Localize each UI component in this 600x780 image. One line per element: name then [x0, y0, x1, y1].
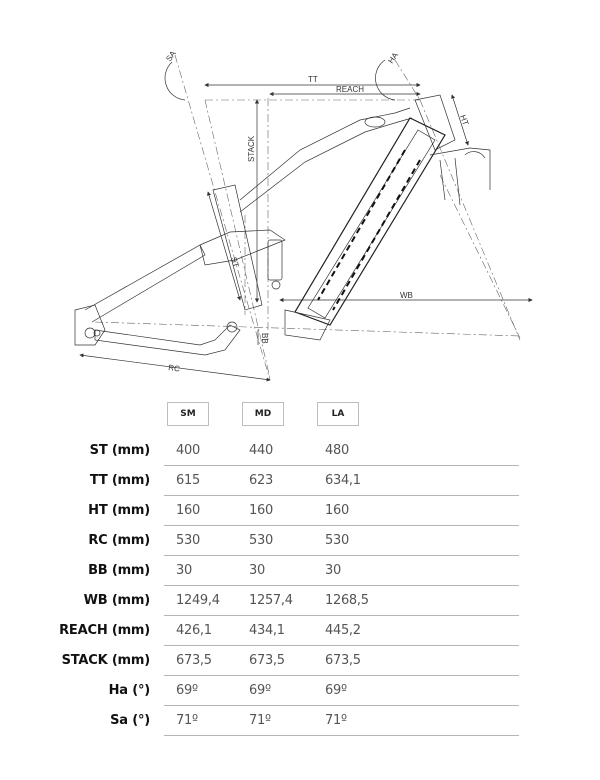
- tt-label: TT: [308, 75, 318, 84]
- cell-sm: 71º: [176, 713, 198, 728]
- cell-md: 623: [249, 473, 273, 488]
- cell-la: 1268,5: [325, 593, 369, 608]
- cell-la: 69º: [325, 683, 347, 698]
- table-row: [0, 436, 600, 466]
- row-label: REACH (mm): [59, 623, 150, 638]
- table-row: [0, 496, 600, 526]
- cell-sm: 69º: [176, 683, 198, 698]
- ht-label: HT: [458, 113, 471, 127]
- cell-la: 480: [325, 443, 349, 458]
- row-label: Ha (°): [108, 683, 150, 698]
- cell-la: 445,2: [325, 623, 361, 638]
- table-row: [0, 586, 600, 616]
- cell-md: 530: [249, 533, 273, 548]
- cell-sm: 615: [176, 473, 200, 488]
- bb-label: BB: [260, 333, 269, 344]
- sa-angle-arc: [165, 62, 185, 100]
- row-label: HT (mm): [88, 503, 150, 518]
- construction-lines: [95, 55, 520, 380]
- row-label: BB (mm): [88, 563, 150, 578]
- table-row: [0, 466, 600, 496]
- cell-sm: 1249,4: [176, 593, 220, 608]
- frame-outline: [75, 95, 490, 355]
- cell-la: 530: [325, 533, 349, 548]
- cell-md: 1257,4: [249, 593, 293, 608]
- cell-la: 160: [325, 503, 349, 518]
- wb-label: WB: [400, 291, 413, 300]
- row-label: ST (mm): [89, 443, 150, 458]
- cell-md: 434,1: [249, 623, 285, 638]
- cell-sm: 530: [176, 533, 200, 548]
- size-header-md: MD: [242, 402, 284, 426]
- cell-md: 30: [249, 563, 265, 578]
- row-label: TT (mm): [89, 473, 150, 488]
- table-row: [0, 526, 600, 556]
- table-row: [0, 616, 600, 646]
- cell-la: 71º: [325, 713, 347, 728]
- row-label: Sa (°): [110, 713, 150, 728]
- cell-la: 673,5: [325, 653, 361, 668]
- cell-md: 160: [249, 503, 273, 518]
- cell-sm: 426,1: [176, 623, 212, 638]
- cell-md: 440: [249, 443, 273, 458]
- st-dimension: [208, 192, 240, 300]
- row-divider: [164, 735, 519, 736]
- stack-label: STACK: [247, 135, 256, 162]
- size-header-la: LA: [317, 402, 359, 426]
- cell-md: 71º: [249, 713, 271, 728]
- size-header-sm: SM: [167, 402, 209, 426]
- cell-md: 673,5: [249, 653, 285, 668]
- row-label: STACK (mm): [61, 653, 150, 668]
- cell-la: 634,1: [325, 473, 361, 488]
- row-label: WB (mm): [83, 593, 150, 608]
- table-row: [0, 676, 600, 706]
- sa-label: SA: [164, 49, 178, 64]
- table-row: [0, 646, 600, 676]
- row-label: RC (mm): [88, 533, 150, 548]
- table-row: [0, 556, 600, 586]
- st-label: ST: [229, 256, 241, 269]
- cell-sm: 30: [176, 563, 192, 578]
- table-row: [0, 706, 600, 736]
- ha-label: HA: [386, 50, 401, 66]
- cell-sm: 673,5: [176, 653, 212, 668]
- cell-md: 69º: [249, 683, 271, 698]
- cell-sm: 400: [176, 443, 200, 458]
- reach-label: REACH: [336, 85, 365, 94]
- cell-sm: 160: [176, 503, 200, 518]
- rc-label: RC: [167, 363, 181, 374]
- cell-la: 30: [325, 563, 341, 578]
